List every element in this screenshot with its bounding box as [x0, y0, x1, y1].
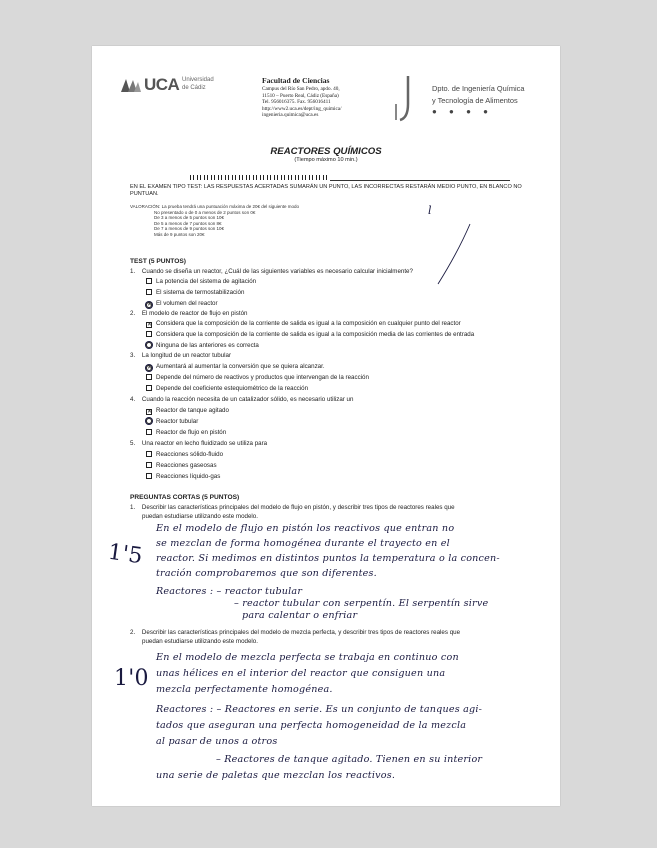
name-line: [330, 180, 510, 181]
dept-name-1: Dpto. de Ingeniería Química: [432, 84, 525, 93]
answer-line: En el modelo de flujo en pistón los reactivos que entran no: [156, 523, 455, 534]
circled-checkbox[interactable]: [146, 342, 152, 348]
score-2: 1'0: [114, 666, 149, 691]
faculty-block: [262, 76, 342, 119]
pen-stroke: [436, 222, 472, 286]
address-line: Tel. 956016375. Fax. 956016411: [262, 99, 331, 106]
answer-line: tración comprobaremos que son diferentes.: [156, 568, 377, 579]
option-2a[interactable]: ✕ Considera que la composición de la corriente de salida es igual a la composición en cualquier punto del reactor: [147, 320, 461, 328]
question-4: 4. Cuando la reacción necesita de un catalizador sólido, es necesario utilizar un: [130, 396, 354, 403]
option-2c[interactable]: Ninguna de las anteriores es correcta: [146, 342, 259, 349]
checkbox[interactable]: [146, 278, 152, 284]
exam-title: REACTORES QUÍMICOS: [270, 146, 382, 157]
short-heading: PREGUNTAS CORTAS (5 PUNTOS): [130, 494, 240, 501]
university-logo-text: UCA: [144, 75, 180, 94]
valuation-line: De 3 a menos de 5 puntos son 10€: [154, 215, 225, 221]
university-name-1: Universidad: [182, 77, 214, 83]
valuation-label: VALORACIÓN: La prueba tendrá una puntuación máxima de 20€ del siguiente modo: [130, 204, 300, 209]
option-1b[interactable]: El sistema de termostabilización: [146, 289, 244, 296]
address-line: ingenieria.quimica@uca.es: [262, 112, 319, 119]
answer-line: al pasar de unos a otros: [156, 736, 278, 747]
valuation-line: De 7 a menos de 9 puntos son 10€: [154, 226, 225, 232]
answer-line: Reactores : – reactor tubular: [156, 586, 303, 597]
answer-line: Reactores : – Reactores en serie. Es un conjunto de tanques agi-: [156, 704, 483, 715]
option-1c[interactable]: ✕ El volumen del reactor: [147, 300, 218, 308]
valuation-line: De 5 a menos de 7 puntos son 8€: [154, 220, 222, 226]
option-4a[interactable]: ✕ Reactor de tanque agitado: [147, 407, 229, 415]
option-3c[interactable]: Depende del coeficiente estequiométrico de la reacción: [146, 385, 308, 392]
checkbox[interactable]: [146, 429, 152, 435]
answer-line: – Reactores de tanque agitado. Tienen en su interior: [216, 754, 483, 765]
checkbox[interactable]: [146, 331, 152, 337]
option-2b[interactable]: Considera que la composición de la corriente de salida es igual a la composición media de las corrientes de entrada: [146, 331, 474, 338]
question-3: 3. La longitud de un reactor tubular: [130, 352, 231, 359]
short-question-1-cont: puedan estudiarse utilizando este modelo.: [142, 513, 258, 520]
checkbox[interactable]: [146, 374, 152, 380]
answer-line: unas hélices en el interior del reactor que consiguen una: [156, 668, 446, 679]
option-5b[interactable]: Reacciones gaseosas: [146, 462, 217, 469]
instructions: EN EL EXAMEN TIPO TEST: LAS RESPUESTAS ACERTADAS SUMARÁN UN PUNTO, LAS INCORRECTAS RESTARÁN MEDIO PUNTO, EN BLANCO NO PUNTUAN.: [130, 184, 522, 197]
checkbox[interactable]: [146, 289, 152, 295]
answer-line: mezcla perfectamente homogénea.: [156, 684, 333, 695]
circled-checkbox[interactable]: [146, 418, 152, 424]
answer-line: una serie de paletas que mezclan los reactivos.: [156, 770, 396, 781]
option-1a[interactable]: La potencia del sistema de agitación: [146, 278, 256, 285]
short-question-2: 2. Describir las características principales del modelo de mezcla perfecta, y describir tres tipos de reactores reales que: [130, 629, 461, 636]
dept-name-2: y Tecnología de Alimentos: [432, 96, 518, 105]
dept-dots: ● ● ● ●: [432, 107, 493, 116]
valuation-block: [130, 204, 299, 238]
checked-checkbox[interactable]: ✕: [147, 322, 153, 328]
checkbox[interactable]: [146, 451, 152, 457]
answer-1: [156, 523, 500, 622]
barcode-strip: [190, 175, 330, 180]
score-1: 1'5: [106, 539, 145, 570]
checkbox[interactable]: [146, 473, 152, 479]
option-3a[interactable]: ✕ Aumentará al aumentar la conversión que se quiera alcanzar.: [147, 363, 325, 371]
flask-icon: [394, 74, 420, 122]
answer-line: tados que aseguran una perfecta homogeneidad de la mezcla: [156, 720, 467, 731]
university-logo: [120, 74, 214, 96]
address-line: http://www2.uca.es/dept/ing_quimica/: [262, 105, 342, 112]
checkbox[interactable]: [146, 385, 152, 391]
university-name-2: de Cádiz: [182, 85, 206, 91]
question-5: 5. Una reactor en lecho fluidizado se utiliza para: [130, 440, 268, 447]
checkbox[interactable]: [146, 462, 152, 468]
test-heading: TEST (5 PUNTOS): [130, 258, 186, 265]
handwritten-mark: l: [428, 204, 432, 217]
university-logo-icon: [120, 76, 142, 94]
option-5a[interactable]: Reacciones sólido-fluido: [146, 451, 223, 458]
answer-line: En el modelo de mezcla perfecta se trabaja en continuo con: [156, 652, 459, 663]
exam-page: [92, 46, 560, 806]
answer-line: reactor. Si medimos en distintos puntos la temperatura o la concen-: [156, 553, 500, 564]
answer-line: – reactor tubular con serpentín. El serpentín sirve: [234, 598, 489, 609]
dept-logo: [394, 74, 420, 122]
faculty-name: Facultad de Ciencias: [262, 76, 330, 85]
answer-line: para calentar o enfriar: [242, 610, 358, 621]
option-4c[interactable]: Reactor de flujo en pistón: [146, 429, 226, 436]
checked-circled-checkbox[interactable]: ✕: [147, 365, 153, 371]
valuation-line: Más de 9 puntos son 20€: [154, 231, 205, 237]
address-line: 11510 – Puerto Real, Cádiz (España): [262, 92, 339, 99]
dept-block: [432, 84, 524, 116]
option-4b[interactable]: Reactor tubular: [146, 418, 198, 425]
answer-line: se mezclan de forma homogénea durante el trayecto en el: [156, 538, 450, 549]
address-line: Campus del Río San Pedro, apdo. 40,: [262, 86, 340, 92]
checked-circled-checkbox[interactable]: ✕: [147, 302, 153, 308]
answer-2: [156, 652, 482, 786]
option-3b[interactable]: Depende del número de reactivos y productos que intervengan de la reacción: [146, 374, 369, 381]
exam-subtitle: (Tiempo máximo 10 min.): [294, 157, 358, 163]
question-1: 1. Cuando se diseña un reactor, ¿Cuál de las siguientes variables es necesario calcular inicialmente?: [130, 268, 413, 275]
checked-checkbox[interactable]: ✕: [147, 409, 153, 415]
short-question-2-cont: puedan estudiarse utilizando este modelo.: [142, 638, 258, 645]
question-2: 2. El modelo de reactor de flujo en pistón: [130, 310, 248, 317]
valuation-line: No presentado o de 0 a menos de 2 puntos son 0€: [154, 209, 256, 215]
short-question-1: 1. Describir las características principales del modelo de flujo en pistón, y describir tres tipos de reactores reales que: [130, 504, 455, 511]
option-5c[interactable]: Reacciones líquido-gas: [146, 473, 220, 480]
